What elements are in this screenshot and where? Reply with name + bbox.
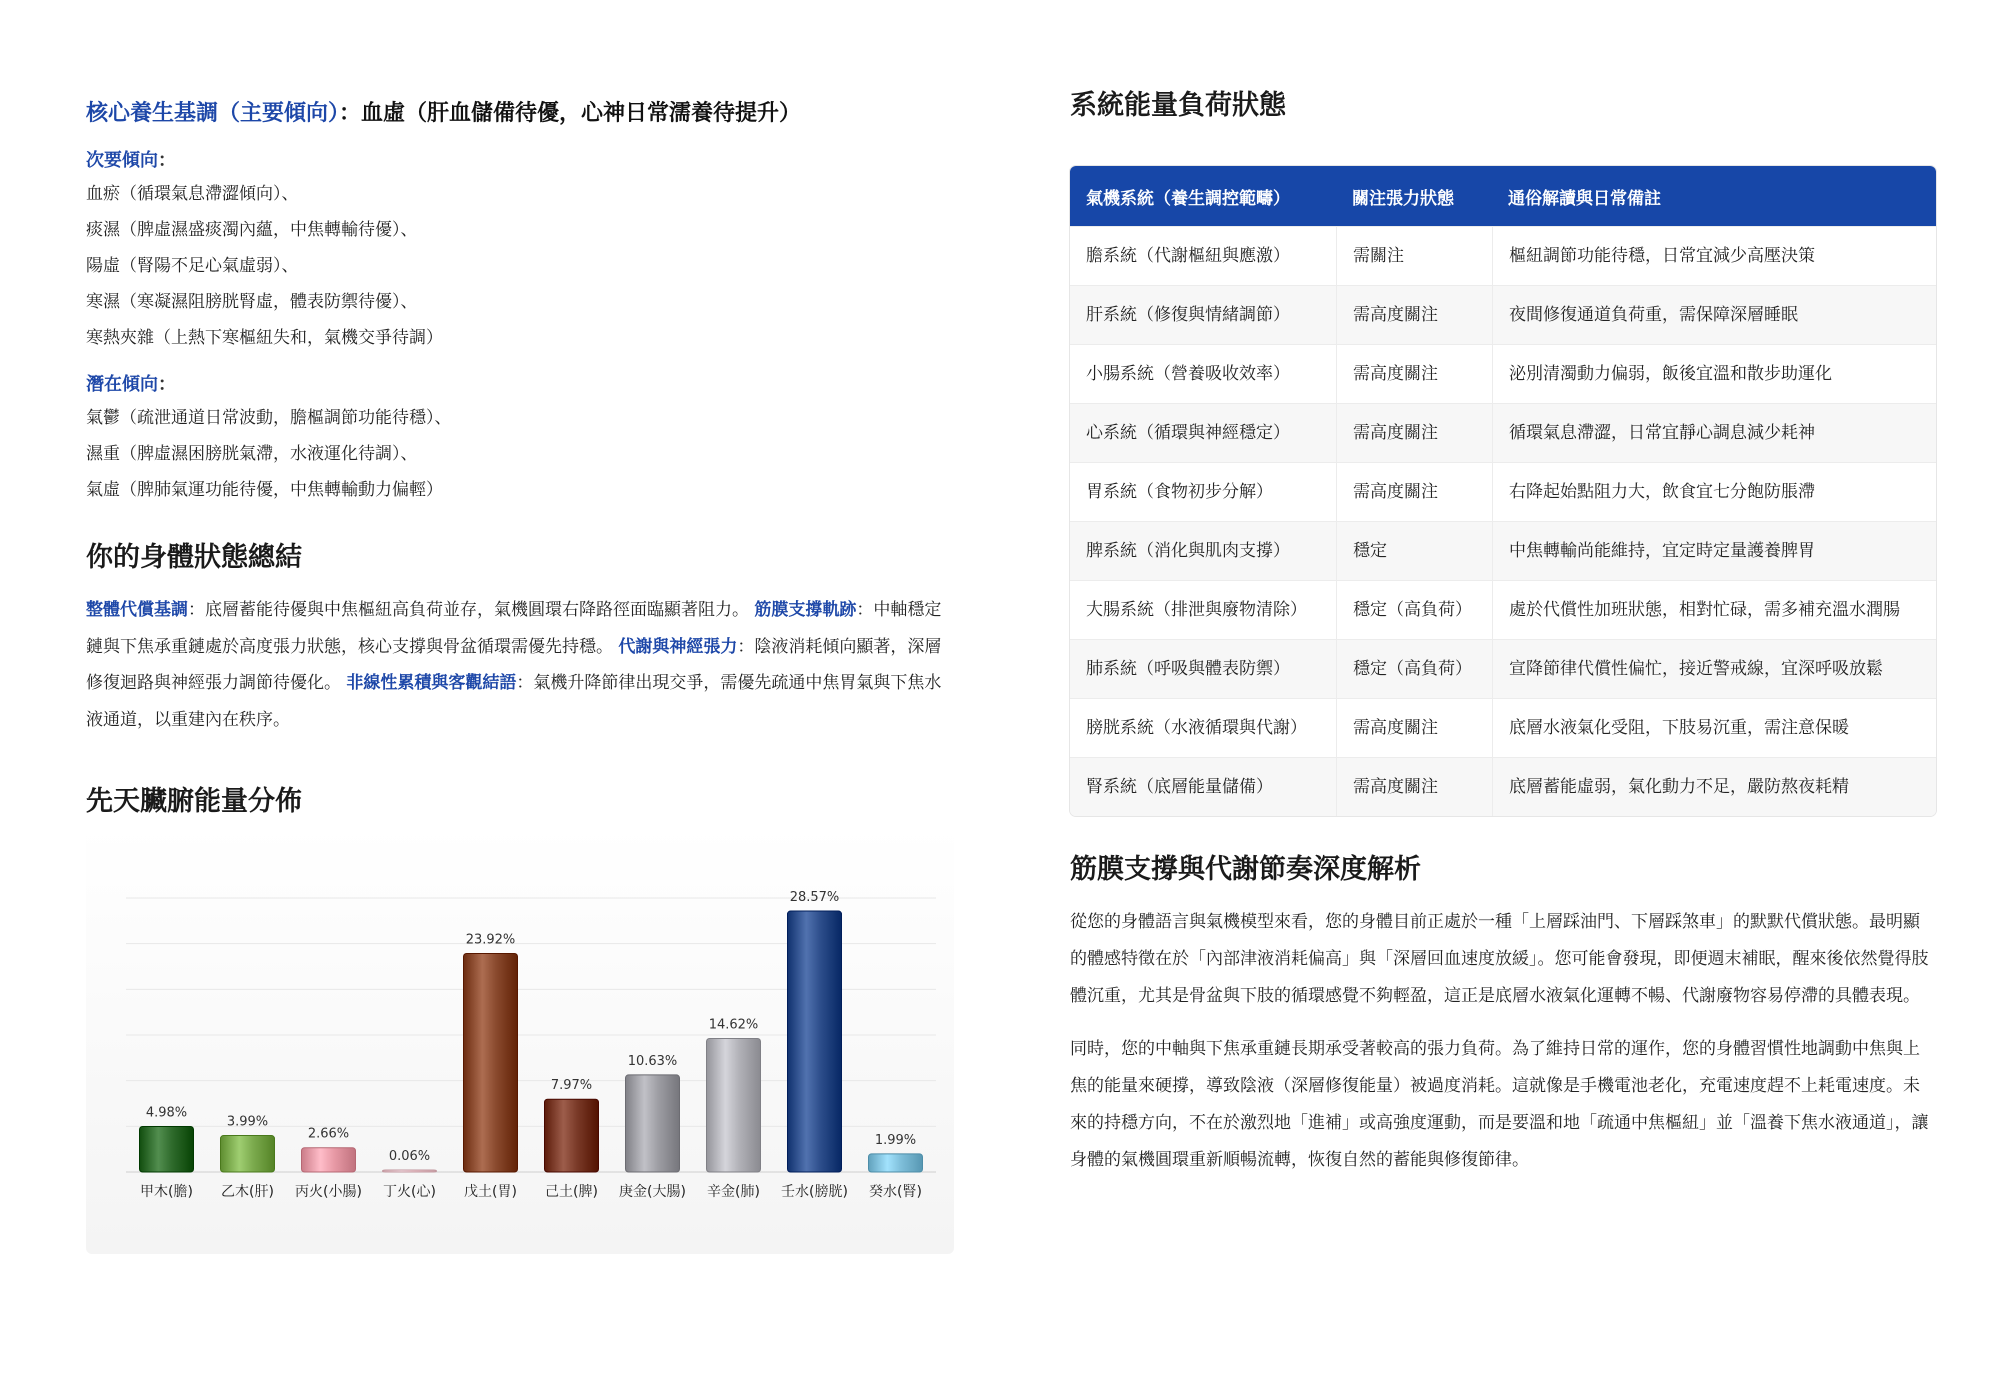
system-load-table [1070, 166, 1936, 816]
chart-data-label: 7.97% [550, 1078, 593, 1094]
latent-heading: 潛在傾向： [86, 374, 176, 395]
chart-bar [383, 1170, 437, 1172]
chart-bar [545, 1099, 599, 1172]
summary-paragraph: 整體代償基調：底層蓄能待優與中焦樞紐高負荷並存，氣機圓環右降路徑面臨顯著阻力。 筋膜支撐軌跡：中軸穩定鏈與下焦承重鏈處於高度張力狀態，核心支撐與骨盆循環需優先持穩。 代謝與神經張力：陰液消耗傾向顯著，深層修復迴路與神經張力調節待優化。 非線性累積與客觀結語：氣機升降節律出現交爭，需優先疏通中焦胃氣與下焦水液通道，以重建內在秩序。 [86, 600, 942, 730]
table-cell: 心系統（循環與神經穩定） [1086, 423, 1290, 443]
list-item: 陽虛（腎陽不足心氣虛弱）、 [86, 256, 299, 276]
chart-data-label: 10.63% [627, 1053, 678, 1069]
table-row [1070, 580, 1936, 639]
list-item: 氣虛（脾肺氣運功能待優，中焦轉輸動力偏輕） [86, 480, 443, 500]
chart-tick-label: 辛金(肺) [707, 1184, 760, 1200]
chart-bar [869, 1154, 923, 1172]
analysis-title: 筋膜支撐與代謝節奏深度解析 [1070, 854, 1421, 885]
chart-tick-label: 庚金(大腸) [619, 1184, 686, 1200]
column-header: 通俗解讀與日常備註 [1508, 188, 1661, 209]
summary-key: 整體代償基調 [86, 600, 188, 620]
chart-bar [626, 1075, 680, 1172]
table-cell: 處於代償性加班狀態，相對忙碌，需多補充溫水潤腸 [1492, 581, 1936, 639]
list-item: 寒熱夾雜（上熱下寒樞紐失和，氣機交爭待調） [86, 328, 443, 348]
table-cell: 需高度關注 [1336, 345, 1492, 403]
table-cell: 穩定 [1336, 522, 1492, 580]
table-cell: 大腸系統（排泄與廢物清除） [1086, 600, 1307, 620]
table-row [1070, 403, 1936, 462]
bar-chart-svg [86, 826, 954, 1254]
table-row [1070, 226, 1936, 285]
chart-tick-label: 戊土(胃) [464, 1184, 517, 1200]
table-cell: 右降起始點阻力大，飲食宜七分飽防脹滯 [1492, 463, 1936, 521]
left-column [86, 96, 956, 822]
chart-title: 先天臟腑能量分佈 [86, 786, 302, 817]
table-cell: 底層蓄能虛弱，氣化動力不足，嚴防熬夜耗精 [1492, 758, 1936, 816]
table-cell: 需高度關注 [1336, 463, 1492, 521]
chart-tick-label: 己土(脾) [545, 1184, 598, 1200]
table-cell: 需高度關注 [1336, 699, 1492, 757]
chart-tick-label: 壬水(膀胱) [781, 1184, 848, 1200]
table-row [1070, 344, 1936, 403]
core-tendency-value: ：血虛（肝血儲備待優，心神日常濡養待提升） [339, 101, 802, 126]
chart-bar [140, 1127, 194, 1172]
list-item: 血瘀（循環氣息滯澀傾向）、 [86, 184, 299, 204]
table-cell: 穩定（高負荷） [1336, 640, 1492, 698]
chart-tick-label: 丙火(小腸) [295, 1184, 362, 1200]
right-column [1070, 86, 1936, 1179]
table-cell: 宣降節律代償性偏忙，接近警戒線，宜深呼吸放鬆 [1492, 640, 1936, 698]
table-title: 系統能量負荷狀態 [1070, 90, 1286, 121]
list-item: 氣鬱（疏泄通道日常波動，膽樞調節功能待穩）、 [86, 408, 452, 428]
table-cell: 小腸系統（營養吸收效率） [1086, 364, 1290, 384]
chart-bar [221, 1136, 275, 1172]
table-cell: 底層水液氣化受阻，下肢易沉重，需注意保暖 [1492, 699, 1936, 757]
table-header [1070, 166, 1936, 226]
table-row [1070, 462, 1936, 521]
chart-data-label: 0.06% [388, 1149, 431, 1164]
list-item: 痰濕（脾虛濕盛痰濁內蘊，中焦轉輸待優）、 [86, 220, 418, 240]
energy-chart [86, 826, 954, 1254]
list-item: 寒濕（寒凝濕阻膀胱腎虛，體表防禦待優）、 [86, 292, 418, 312]
secondary-heading: 次要傾向： [86, 150, 176, 171]
column-header: 關注張力狀態 [1352, 188, 1454, 209]
table-row [1070, 521, 1936, 580]
chart-tick-label: 癸水(腎) [869, 1184, 922, 1200]
secondary-list [86, 176, 956, 356]
table-body [1070, 226, 1936, 816]
analysis-paragraph: 從您的身體語言與氣機模型來看，您的身體目前正處於一種「上層踩油門、下層踩煞車」的默默代償狀態。最明顯的體感特徵在於「內部津液消耗偏高」與「深層回血速度放緩」。您可能會發現，即便週末補眠，醒來後依然覺得肢體沉重，尤其是骨盆與下肢的循環感覺不夠輕盈，這正是底層水液氣化運轉不暢、代謝廢物容易停滯的具體表現。 [1070, 912, 1929, 1006]
table-cell: 樞紐調節功能待穩，日常宜減少高壓決策 [1492, 227, 1936, 285]
table-cell: 肝系統（修復與情緒調節） [1086, 305, 1290, 325]
chart-bar [302, 1148, 356, 1172]
table-row [1070, 639, 1936, 698]
latent-list [86, 400, 956, 508]
core-tendency-label: 核心養生基調（主要傾向） [86, 101, 340, 126]
chart-data-label: 23.92% [465, 932, 516, 948]
table-cell: 腎系統（底層能量儲備） [1086, 777, 1273, 797]
table-cell: 胃系統（食物初步分解） [1086, 482, 1273, 502]
column-header: 氣機系統（養生調控範疇） [1086, 188, 1290, 209]
summary-key: 筋膜支撐軌跡 [754, 600, 857, 620]
chart-tick-label: 甲木(膽) [140, 1184, 193, 1200]
table-cell: 需關注 [1336, 227, 1492, 285]
chart-tick-label: 乙木(肝) [221, 1184, 274, 1200]
summary-key: 非線性累積與客觀結語 [346, 673, 517, 693]
chart-data-label: 1.99% [874, 1132, 917, 1148]
table-cell: 需高度關注 [1336, 286, 1492, 344]
chart-data-label: 2.66% [307, 1126, 350, 1142]
summary-title: 你的身體狀態總結 [86, 542, 302, 573]
core-tendency [86, 96, 956, 132]
table-row [1070, 285, 1936, 344]
table-cell: 夜間修復通道負荷重，需保障深層睡眠 [1492, 286, 1936, 344]
table-cell: 泌別清濁動力偏弱，飯後宜溫和散步助運化 [1492, 345, 1936, 403]
summary-key: 代謝與神經張力 [618, 636, 738, 657]
table-cell: 肺系統（呼吸與體表防禦） [1086, 659, 1290, 679]
chart-data-label: 4.98% [145, 1105, 188, 1121]
chart-data-label: 28.57% [789, 890, 840, 906]
chart-bar [788, 911, 842, 1172]
analysis-paragraph: 同時，您的中軸與下焦承重鏈長期承受著較高的張力負荷。為了維持日常的運作，您的身體習慣性地調動中焦與上焦的能量來硬撐，導致陰液（深層修復能量）被過度消耗。這就像是手機電池老化，充電速度趕不上耗電速度。未來的持穩方向，不在於激烈地「進補」或高強度運動，而是要溫和地「疏通中焦樞紐」並「溫養下焦水液通道」，讓身體的氣機圓環重新順暢流轉，恢復自然的蓄能與修復節律。 [1070, 1039, 1929, 1170]
table-cell: 穩定（高負荷） [1336, 581, 1492, 639]
chart-bar [707, 1038, 761, 1172]
table-cell: 膀胱系統（水液循環與代謝） [1086, 718, 1307, 738]
table-cell: 需高度關注 [1336, 758, 1492, 816]
table-cell: 需高度關注 [1336, 404, 1492, 462]
list-item: 濕重（脾虛濕困膀胱氣滯，水液運化待調）、 [86, 444, 418, 464]
table-cell: 中焦轉輸尚能維持，宜定時定量護養脾胃 [1492, 522, 1936, 580]
table-row [1070, 757, 1936, 816]
table-row [1070, 698, 1936, 757]
table-cell: 膽系統（代謝樞紐與應激） [1086, 246, 1290, 266]
chart-data-label: 14.62% [708, 1017, 759, 1033]
table-cell: 循環氣息滯澀，日常宜靜心調息減少耗神 [1492, 404, 1936, 462]
chart-data-label: 3.99% [226, 1114, 269, 1130]
chart-tick-label: 丁火(心) [383, 1184, 436, 1200]
table-cell: 脾系統（消化與肌肉支撐） [1086, 541, 1290, 561]
chart-bar [464, 954, 518, 1172]
